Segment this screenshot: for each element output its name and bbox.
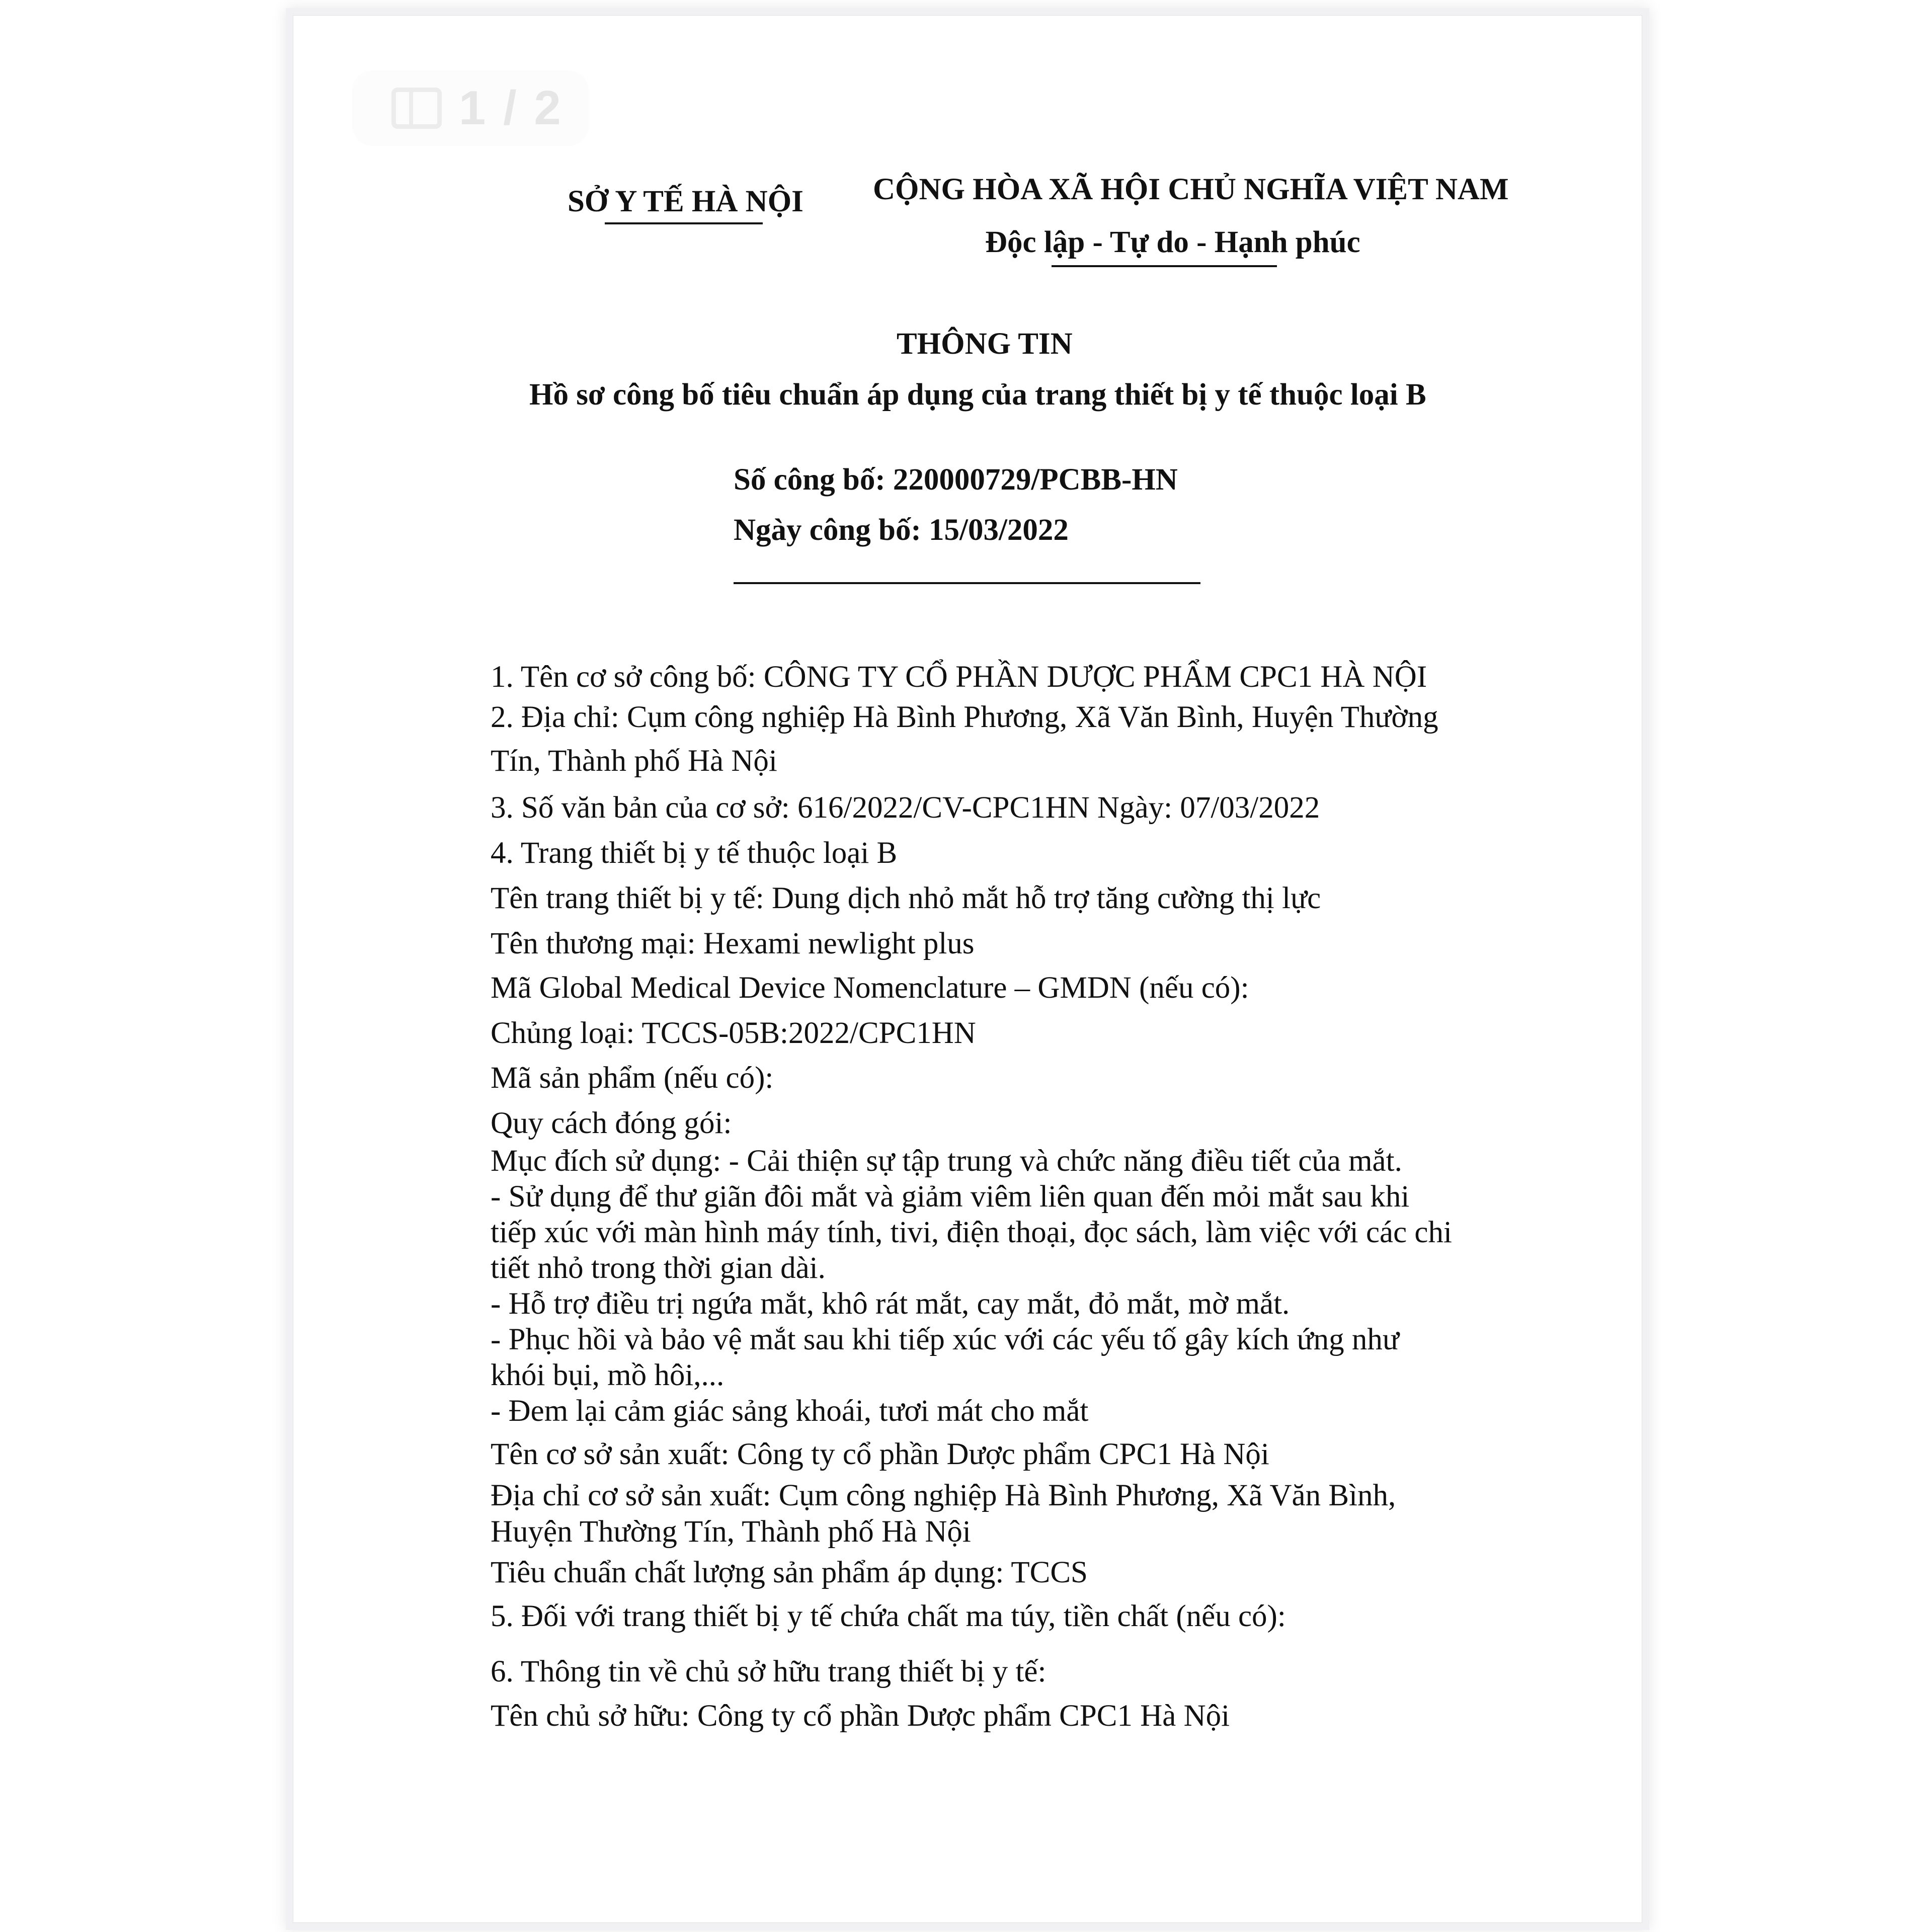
- packaging-line: Quy cách đóng gói:: [491, 1106, 732, 1140]
- purpose-line: - Sử dụng để thư giãn đôi mắt và giảm viêm liên quan đến mỏi mắt sau khi: [491, 1180, 1410, 1214]
- separator-line: [734, 582, 1200, 584]
- purpose-line: - Hỗ trợ điều trị ngứa mắt, khô rát mắt, cay mắt, đỏ mắt, mờ mắt.: [491, 1287, 1290, 1321]
- quality-standard-line: Tiêu chuẩn chất lượng sản phẩm áp dụng: TCCS: [491, 1556, 1088, 1589]
- purpose-line: - Phục hồi và bảo vệ mắt sau khi tiếp xúc với các yếu tố gây kích ứng như: [491, 1323, 1399, 1356]
- address-line-cont: Tín, Thành phố Hà Nội: [491, 744, 777, 778]
- type-line: Chủng loại: TCCS-05B:2022/CPC1HN: [491, 1016, 976, 1050]
- manufacturer-address-line: Địa chỉ cơ sở sản xuất: Cụm công nghiệp Hà Bình Phương, Xã Văn Bình,: [491, 1479, 1396, 1512]
- device-name-line: Tên trang thiết bị y tế: Dung dịch nhỏ mắt hỗ trợ tăng cường thị lực: [491, 881, 1321, 915]
- document-title: THÔNG TIN: [897, 327, 1073, 361]
- page-indicator-label: 1 / 2: [459, 81, 563, 135]
- address-line: 2. Địa chỉ: Cụm công nghiệp Hà Bình Phương, Xã Văn Bình, Huyện Thường: [491, 700, 1438, 734]
- publisher-line: 1. Tên cơ sở công bố: CÔNG TY CỔ PHẦN DƯỢC PHẨM CPC1 HÀ NỘI: [491, 660, 1427, 694]
- manufacturer-line: Tên cơ sở sản xuất: Công ty cổ phần Dược phẩm CPC1 Hà Nội: [491, 1437, 1269, 1471]
- agency-underline: [605, 222, 763, 224]
- trade-name-line: Tên thương mại: Hexami newlight plus: [491, 927, 975, 960]
- purpose-line: - Đem lại cảm giác sảng khoái, tươi mát cho mắt: [491, 1394, 1089, 1428]
- owner-info-heading: 6. Thông tin về chủ sở hữu trang thiết bị y tế:: [491, 1655, 1046, 1688]
- manufacturer-address-line-cont: Huyện Thường Tín, Thành phố Hà Nội: [491, 1515, 971, 1549]
- device-class-line: 4. Trang thiết bị y tế thuộc loại B: [491, 836, 898, 870]
- agency-name: SỞ Y TẾ HÀ NỘI: [568, 185, 803, 218]
- purpose-line: Mục đích sử dụng: - Cải thiện sự tập trung và chức năng điều tiết của mắt.: [491, 1144, 1402, 1178]
- nation-name: CỘNG HÒA XÃ HỘI CHỦ NGHĨA VIỆT NAM: [873, 173, 1509, 206]
- intended-purpose-block: [491, 1143, 1452, 1429]
- narcotics-line: 5. Đối với trang thiết bị y tế chứa chất ma túy, tiền chất (nếu có):: [491, 1599, 1286, 1633]
- sidebar-toggle-icon[interactable]: [391, 88, 442, 129]
- gmdn-line: Mã Global Medical Device Nomenclature – GMDN (nếu có):: [491, 971, 1249, 1005]
- document-ref-line: 3. Số văn bản của cơ sở: 616/2022/CV-CPC1HN Ngày: 07/03/2022: [491, 791, 1320, 825]
- purpose-line: tiết nhỏ trong thời gian dài.: [491, 1251, 826, 1285]
- purpose-line: khói bụi, mồ hôi,...: [491, 1358, 725, 1392]
- document-subtitle: Hồ sơ công bố tiêu chuẩn áp dụng của trang thiết bị y tế thuộc loại B: [529, 378, 1426, 412]
- page-indicator[interactable]: [352, 70, 589, 146]
- announcement-number: Số công bố: 220000729/PCBB-HN: [734, 463, 1178, 497]
- purpose-line: tiếp xúc với màn hình máy tính, tivi, điện thoại, đọc sách, làm việc với các chi: [491, 1216, 1452, 1249]
- announcement-date: Ngày công bố: 15/03/2022: [734, 513, 1069, 547]
- motto-underline: [1052, 265, 1277, 267]
- product-code-line: Mã sản phẩm (nếu có):: [491, 1061, 774, 1095]
- national-motto: Độc lập - Tự do - Hạnh phúc: [985, 225, 1360, 259]
- owner-name-line: Tên chủ sở hữu: Công ty cổ phần Dược phẩm CPC1 Hà Nội: [491, 1699, 1230, 1733]
- document-page: [293, 15, 1642, 1923]
